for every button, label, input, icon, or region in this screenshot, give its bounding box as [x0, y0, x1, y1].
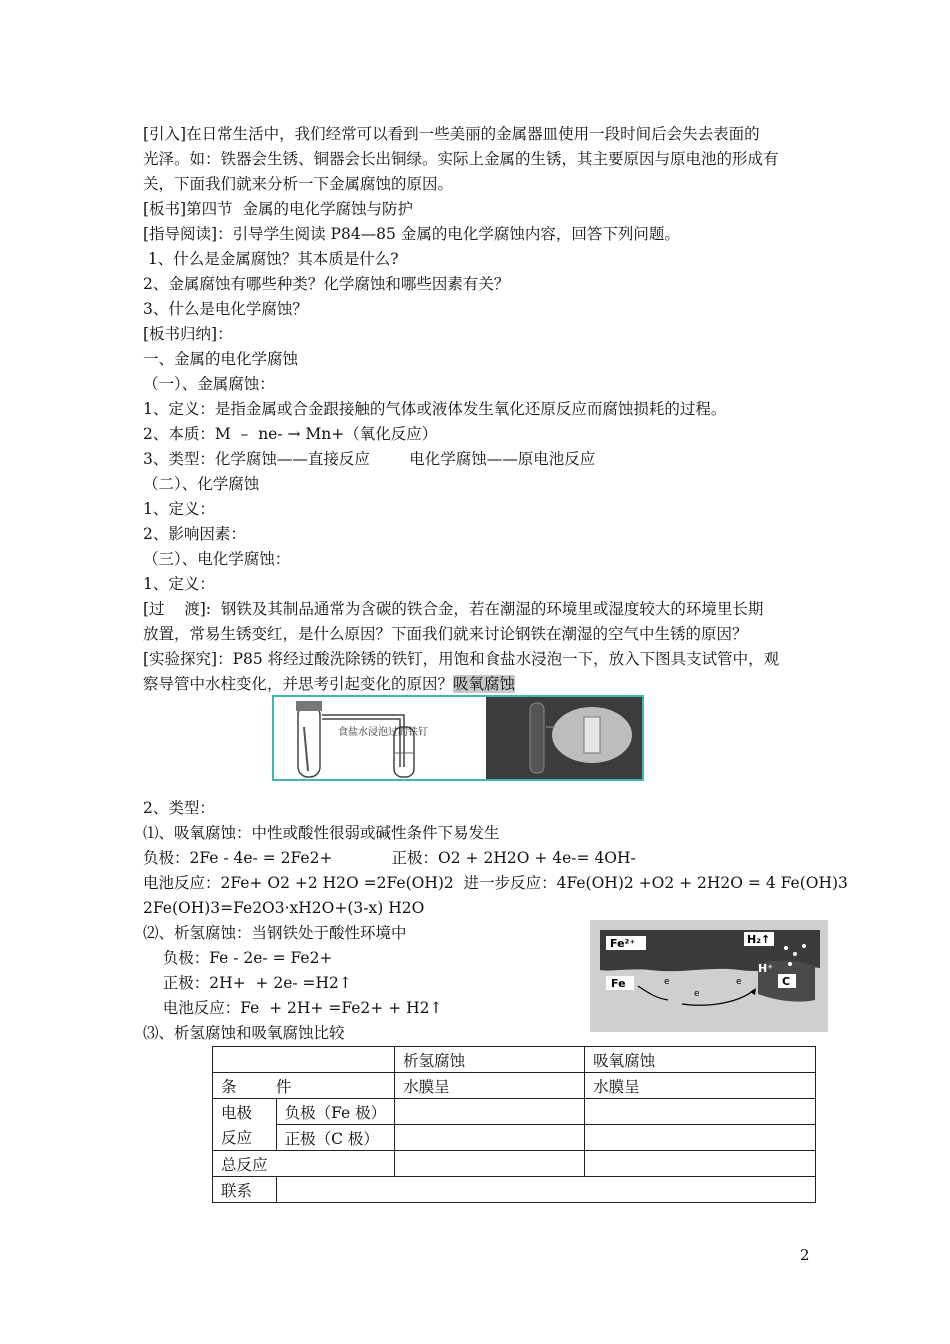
question-3: 3、什么是电化学腐蚀？	[143, 300, 308, 318]
table-cell: 反应	[213, 1125, 277, 1151]
text-line: [指导阅读]：引导学生阅读 P84—85 金属的电化学腐蚀内容，回答下列问题。	[143, 225, 680, 243]
text-line: 3、类型：化学腐蚀——直接反应 电化学腐蚀——原电池反应	[143, 450, 596, 468]
electron-label: e	[736, 977, 742, 987]
table-cell	[585, 1099, 816, 1125]
equation-line: 正极：2H+ + 2e- =H2↑	[143, 974, 352, 992]
table-row	[213, 1151, 816, 1177]
table-cell	[395, 1125, 585, 1151]
equation-line: 负极：Fe - 2e- = Fe2+	[143, 949, 333, 967]
subheading: （一）、金属腐蚀：	[143, 375, 275, 393]
table-row	[213, 1177, 816, 1203]
table-cell: 总反应	[213, 1151, 395, 1177]
h2-label: H₂↑	[747, 933, 771, 946]
table-cell	[585, 1125, 816, 1151]
subheading: （三）、电化学腐蚀：	[143, 550, 291, 568]
text-line: 1、定义：	[143, 575, 215, 593]
table-cell: 条 件	[213, 1073, 395, 1099]
text-line: [实验探究]：P85 将经过酸洗除锈的铁钉，用饱和食盐水浸泡一下，放入下图具支试管中，观	[143, 650, 780, 668]
table-header: 吸氧腐蚀	[585, 1047, 816, 1073]
table-cell: 水膜呈	[585, 1073, 816, 1099]
question-2: 2、金属腐蚀有哪些种类？化学腐蚀和哪些因素有关？	[143, 275, 510, 293]
apparatus-drawing	[274, 697, 486, 779]
text-line: 关，下面我们就来分析一下金属腐蚀的原因。	[143, 175, 454, 193]
equation-line: 2Fe(OH)3=Fe2O3·xH2O+(3-x) H2O	[143, 899, 425, 917]
text-line: [过 渡]: 钢铁及其制品通常为含碳的铁合金，若在潮湿的环境里或湿度较大的环境里长期	[143, 600, 764, 618]
table-row	[213, 1047, 816, 1073]
table-cell	[395, 1151, 585, 1177]
text-line: ⑶、析氢腐蚀和吸氧腐蚀比较	[143, 1024, 345, 1042]
text-line: 2、类型：	[143, 799, 215, 817]
hplus-label: H⁺	[758, 962, 774, 975]
apparatus-label: 食盐水浸泡过的铁钉	[338, 727, 428, 738]
experiment-photo	[486, 697, 642, 779]
table-cell: 联系	[213, 1177, 277, 1203]
table-row	[213, 1125, 816, 1151]
equation-line: 电池反应：Fe + 2H+ =Fe2+ + H2↑	[143, 999, 443, 1017]
question-1: 1、什么是金属腐蚀？其本质是什么?	[143, 250, 399, 268]
table-cell: 正极（C 极）	[276, 1125, 395, 1151]
text-line: 2、本质：M – ne- → Mn+（氧化反应）	[143, 425, 438, 443]
table-row	[213, 1099, 816, 1125]
equation-line: 电池反应：2Fe+ O2 +2 H2O =2Fe(OH)2 进一步反应：4Fe(OH)2 +O2 + 2H2O = 4 Fe(OH)3	[143, 874, 848, 892]
table-header: 析氢腐蚀	[395, 1047, 585, 1073]
table-cell: 电极	[213, 1099, 277, 1125]
table-cell: 水膜呈	[395, 1073, 585, 1099]
table-row	[213, 1073, 816, 1099]
text-span: 察导管中水柱变化，并思考引起变化的原因？	[143, 675, 454, 693]
text-line: [板书归纳]：	[143, 325, 233, 343]
text-line: 光泽。如：铁器会生锈、铜器会长出铜绿。实际上金属的生锈，其主要原因与原电池的形成有	[143, 150, 779, 168]
section-heading: [板书]第四节 金属的电化学腐蚀与防护	[143, 200, 413, 218]
text-line: 1、定义：	[143, 500, 215, 518]
text-line: [引入]在日常生活中，我们经常可以看到一些美丽的金属器皿使用一段时间后会失去表面的	[143, 125, 760, 143]
text-line: 放置，常易生锈变红，是什么原因？下面我们就来讨论钢铁在潮湿的空气中生锈的原因？	[143, 625, 748, 643]
hydrogen-corrosion-figure	[590, 920, 828, 1032]
table-cell	[395, 1099, 585, 1125]
electron-label: e	[694, 989, 700, 999]
fe2-label: Fe²⁺	[610, 937, 636, 950]
text-line: ⑵、析氢腐蚀：当钢铁处于酸性环境中	[143, 924, 407, 942]
subheading: 一、金属的电化学腐蚀	[143, 350, 299, 368]
experiment-figure	[272, 695, 644, 781]
table-cell	[213, 1047, 395, 1073]
carbon-label: C	[782, 975, 791, 988]
electron-label: e	[664, 977, 670, 987]
page-number: 2	[800, 1246, 810, 1264]
fe-label: Fe	[611, 977, 626, 990]
table-cell	[585, 1151, 816, 1177]
highlighted-term: 吸氧腐蚀	[453, 675, 516, 693]
table-cell: 负极（Fe 极）	[276, 1099, 395, 1125]
text-line: ⑴、吸氧腐蚀：中性或酸性很弱或碱性条件下易发生	[143, 824, 500, 842]
comparison-table	[212, 1046, 816, 1203]
equation-line: 负极：2Fe - 4e- = 2Fe2+ 正极：O2 + 2H2O + 4e-= 4OH-	[143, 849, 636, 867]
subheading: （二）、化学腐蚀	[143, 475, 260, 493]
table-cell	[276, 1177, 815, 1203]
text-line: 1、定义：是指金属或合金跟接触的气体或液体发生氧化还原反应而腐蚀损耗的过程。	[143, 400, 727, 418]
text-line: 2、影响因素：	[143, 525, 246, 543]
text-line	[143, 672, 515, 697]
